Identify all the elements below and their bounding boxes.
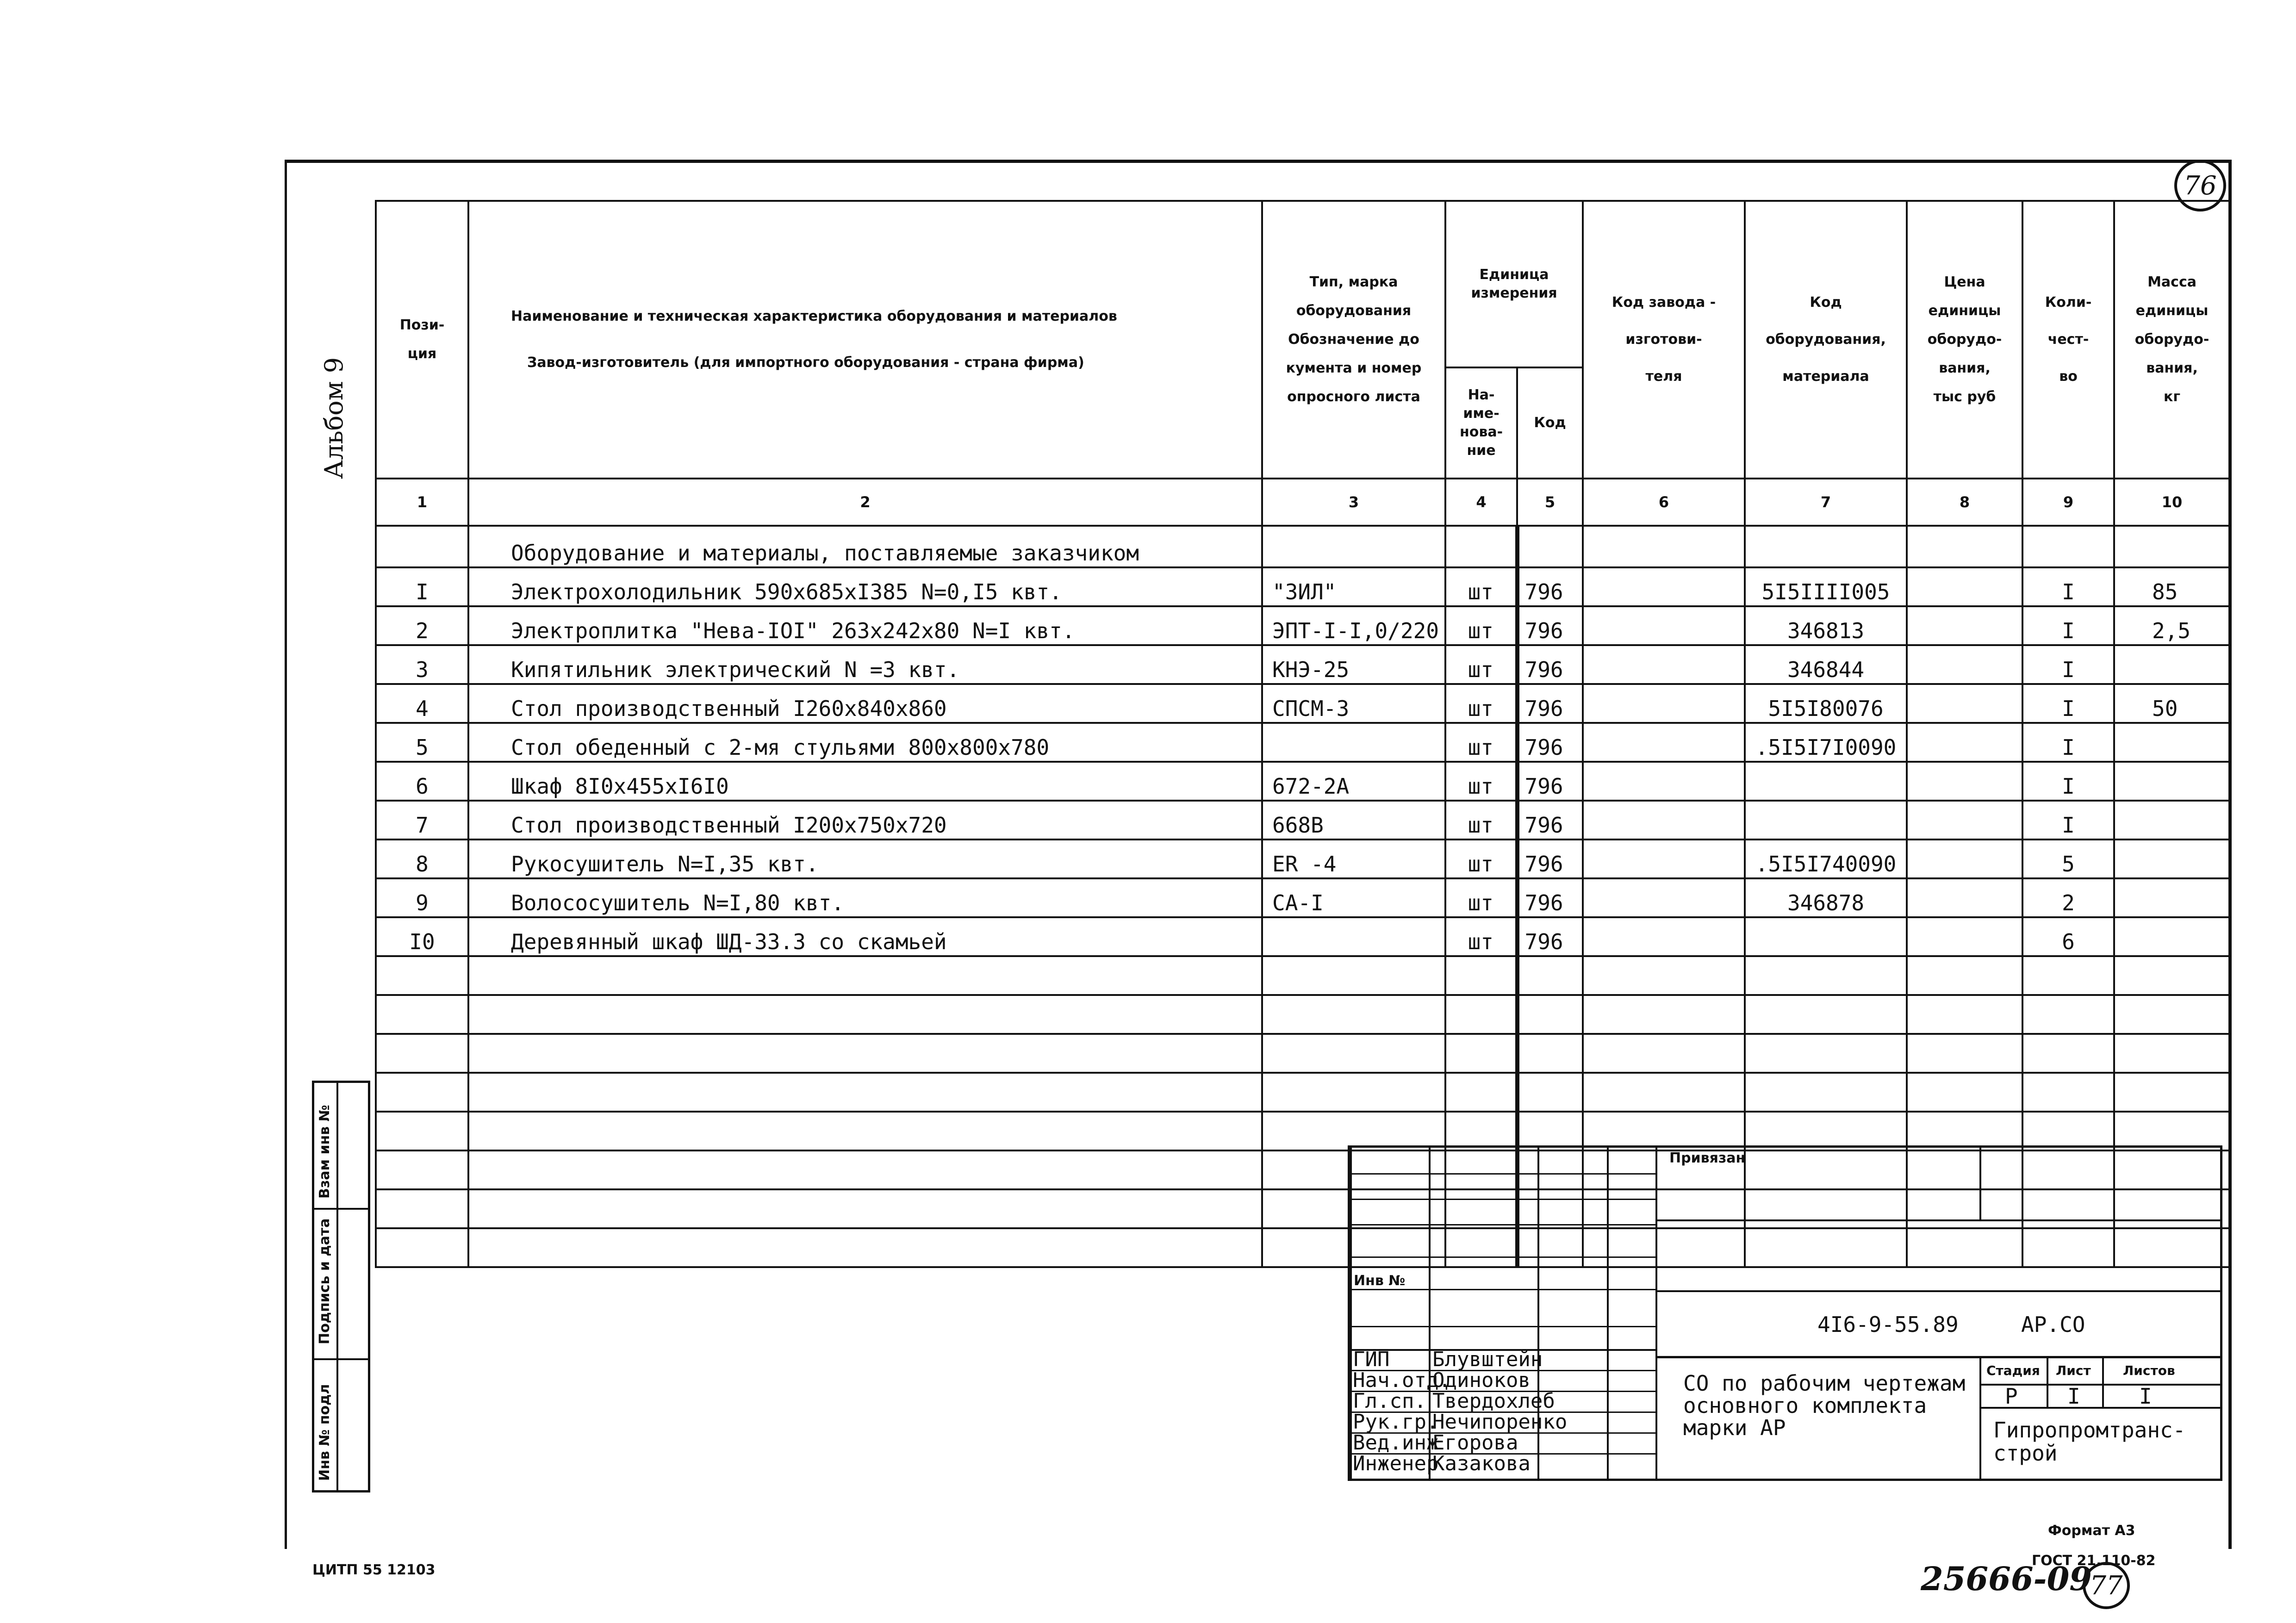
cell-empty xyxy=(1745,1112,1907,1150)
cell-empty xyxy=(1583,606,1745,645)
table-row xyxy=(376,762,2230,801)
cell-code: 796 xyxy=(1517,878,1583,917)
cell-empty xyxy=(1583,762,1745,801)
blank-row xyxy=(376,995,2230,1034)
cell-empty xyxy=(1445,1112,1517,1150)
cell-unit: шт xyxy=(1445,567,1517,606)
section-row xyxy=(376,526,2230,567)
cell-qty: I xyxy=(2022,801,2114,839)
section-title: Оборудование и материалы, поставляемые заказчиком xyxy=(468,526,1262,567)
cell-equip xyxy=(1745,801,1907,839)
role-person: Блувштейн xyxy=(1432,1348,1543,1371)
cell-empty xyxy=(1907,645,2022,684)
role-label: Инженер xyxy=(1353,1452,1439,1475)
cell-empty xyxy=(1745,1034,1907,1073)
cell-empty xyxy=(1445,956,1517,995)
role-label: Гл.сп. xyxy=(1353,1389,1426,1413)
cell-equip: .5I5I7I0090 xyxy=(1745,723,1907,762)
blank-row xyxy=(376,956,2230,995)
cell-code: 796 xyxy=(1517,839,1583,878)
cell-qty: 6 xyxy=(2022,917,2114,956)
cell-code: 796 xyxy=(1517,645,1583,684)
role-label: Вед.инж xyxy=(1353,1431,1439,1455)
header-price: Цена единицы оборудо- вания, тыс руб xyxy=(1907,201,2022,479)
cell-code: 796 xyxy=(1517,684,1583,723)
cell-unit: шт xyxy=(1445,762,1517,801)
cell-empty xyxy=(1583,684,1745,723)
cell-empty xyxy=(1907,995,2022,1034)
cell-qty: I xyxy=(2022,567,2114,606)
cell-type xyxy=(1262,917,1445,956)
cell-empty xyxy=(1583,839,1745,878)
column-numbers-row xyxy=(376,479,2230,526)
cell-empty xyxy=(1907,723,2022,762)
cell-pos: 6 xyxy=(376,762,468,801)
cell-empty xyxy=(468,1073,1262,1112)
cell-pos: 8 xyxy=(376,839,468,878)
cell-qty: 5 xyxy=(2022,839,2114,878)
sheet-number-bottom: 77 xyxy=(2083,1562,2130,1609)
cell-empty xyxy=(1583,1034,1745,1073)
cell-empty xyxy=(1907,606,2022,645)
side-strip-label: Инв № подл xyxy=(317,1384,333,1481)
header-pos: Пози- ция xyxy=(376,201,468,479)
cell-empty xyxy=(1907,1034,2022,1073)
cell-name: Стол производственный I200х750х720 xyxy=(468,801,1262,839)
cell-pos: 5 xyxy=(376,723,468,762)
cell-code: 796 xyxy=(1517,917,1583,956)
cell-empty xyxy=(376,1112,468,1150)
cell-empty xyxy=(376,956,468,995)
table-row xyxy=(376,684,2230,723)
cell-empty xyxy=(2022,1112,2114,1150)
col-number: 4 xyxy=(1445,479,1517,526)
cell-type: 672-2А xyxy=(1262,762,1445,801)
cell-type: ЕR -4 xyxy=(1262,839,1445,878)
cell-empty xyxy=(1907,762,2022,801)
table-row xyxy=(376,839,2230,878)
cell-empty xyxy=(1907,878,2022,917)
cell-empty xyxy=(2022,1073,2114,1112)
cell-pos: 3 xyxy=(376,645,468,684)
cell-qty: I xyxy=(2022,684,2114,723)
cell-empty xyxy=(376,1228,468,1267)
cell-empty xyxy=(468,1112,1262,1150)
cell-name: Рукосушитель N=I,35 квт. xyxy=(468,839,1262,878)
col-number: 10 xyxy=(2114,479,2230,526)
document-description: СО по рабочим чертежам основного комплекта марки АР xyxy=(1683,1371,1966,1440)
cell-empty xyxy=(1517,956,1583,995)
cell-pos: I0 xyxy=(376,917,468,956)
cell-qty: 2 xyxy=(2022,878,2114,917)
cell-empty xyxy=(2022,956,2114,995)
table-row xyxy=(376,723,2230,762)
cell-pos: 9 xyxy=(376,878,468,917)
cell-empty xyxy=(1445,995,1517,1034)
header-equip-code: Код оборудования, материала xyxy=(1745,201,1907,479)
col-number: 7 xyxy=(1745,479,1907,526)
sheet-value: I xyxy=(2067,1384,2080,1409)
cell-empty xyxy=(1517,995,1583,1034)
cell-empty xyxy=(376,1189,468,1228)
cell-empty xyxy=(1745,956,1907,995)
cell-qty: I xyxy=(2022,762,2114,801)
cell-empty xyxy=(1583,1073,1745,1112)
cell-unit: шт xyxy=(1445,723,1517,762)
cell-type: КНЭ-25 xyxy=(1262,645,1445,684)
cell-empty xyxy=(1517,1034,1583,1073)
cell-type: "ЗИЛ" xyxy=(1262,567,1445,606)
album-label: Альбом 9 xyxy=(319,357,348,479)
role-label: ГИП xyxy=(1353,1348,1390,1371)
role-person: Одиноков xyxy=(1432,1368,1531,1392)
cell-code: 796 xyxy=(1517,606,1583,645)
cell-empty xyxy=(1583,1112,1745,1150)
header-name: Наименование и техническая характеристика оборудования и материалов Завод-изготовитель (для импортного оборудования - страна фирма) xyxy=(468,201,1262,479)
cell-mass xyxy=(2114,878,2230,917)
col-number: 1 xyxy=(376,479,468,526)
header-type: Тип, марка оборудования Обозначение до кумента и номер опросного листа xyxy=(1262,201,1445,479)
col-number: 6 xyxy=(1583,479,1745,526)
cell-empty xyxy=(468,1189,1262,1228)
col-number: 5 xyxy=(1517,479,1583,526)
cell-name: Волососушитель N=I,80 квт. xyxy=(468,878,1262,917)
cell-empty xyxy=(1907,839,2022,878)
cell-equip xyxy=(1745,762,1907,801)
cell-equip: 5I5I80076 xyxy=(1745,684,1907,723)
cell-empty xyxy=(1517,1112,1583,1150)
header-unit-name: На- име- нова- ние xyxy=(1445,367,1517,479)
header-factory: Код завода - изготови- теля xyxy=(1583,201,1745,479)
cell-empty xyxy=(1262,956,1445,995)
table-row xyxy=(376,917,2230,956)
cell-empty xyxy=(1262,1073,1445,1112)
cell-empty xyxy=(1907,801,2022,839)
header-mass: Масса единицы оборудо- вания, кг xyxy=(2114,201,2230,479)
blank-row xyxy=(376,1073,2230,1112)
title-block xyxy=(1348,1145,2222,1481)
gost-label: ГОСТ 21.110-82 xyxy=(2032,1553,2156,1569)
cell-mass xyxy=(2114,801,2230,839)
role-person: Нечипоренко xyxy=(1432,1410,1568,1434)
col-number: 3 xyxy=(1262,479,1445,526)
sheets-label: Листов xyxy=(2123,1363,2175,1378)
cell-name: Электроплитка "Нева-IOI" 263х242х80 N=I квт. xyxy=(468,606,1262,645)
cell-name: Кипятильник электрический N =3 квт. xyxy=(468,645,1262,684)
cell-equip: .5I5I740090 xyxy=(1745,839,1907,878)
archive-number: 25666-09 xyxy=(1921,1560,2092,1598)
cell-name: Электрохолодильник 590х685хI385 N=0,I5 квт. xyxy=(468,567,1262,606)
cell-empty xyxy=(2114,1034,2230,1073)
cell-code: 796 xyxy=(1517,801,1583,839)
sheet-label: Лист xyxy=(2056,1363,2091,1378)
cell-unit: шт xyxy=(1445,645,1517,684)
cell-qty: I xyxy=(2022,645,2114,684)
cell-empty xyxy=(468,995,1262,1034)
cell-code: 796 xyxy=(1517,723,1583,762)
col-number: 2 xyxy=(468,479,1262,526)
table-row xyxy=(376,878,2230,917)
cell-equip: 346878 xyxy=(1745,878,1907,917)
side-strip-label: Подпись и дата xyxy=(317,1218,333,1344)
cell-pos: 7 xyxy=(376,801,468,839)
cell-mass xyxy=(2114,839,2230,878)
table-row xyxy=(376,606,2230,645)
cell-unit: шт xyxy=(1445,839,1517,878)
specification-table xyxy=(375,200,2231,1268)
cell-name: Стол обеденный с 2-мя стульями 800х800х780 xyxy=(468,723,1262,762)
table-header xyxy=(376,201,2230,367)
role-person: Егорова xyxy=(1432,1431,1518,1455)
cell-empty xyxy=(1583,567,1745,606)
document-mark: АР.СО xyxy=(2021,1312,2085,1337)
side-strip-label: Взам инв № xyxy=(317,1105,333,1199)
cell-type: СА-I xyxy=(1262,878,1445,917)
cell-empty xyxy=(2114,956,2230,995)
document-code: 4I6-9-55.89 xyxy=(1817,1312,1959,1337)
cell-equip xyxy=(1745,917,1907,956)
sheets-value: I xyxy=(2139,1384,2152,1409)
cell-empty xyxy=(1583,956,1745,995)
cell-empty xyxy=(1583,917,1745,956)
stamp-left: ЦИТП 55 12103 xyxy=(312,1562,436,1578)
cell-unit: шт xyxy=(1445,606,1517,645)
cell-type: 668В xyxy=(1262,801,1445,839)
cell-code: 796 xyxy=(1517,567,1583,606)
cell-empty xyxy=(1907,917,2022,956)
col-number: 9 xyxy=(2022,479,2114,526)
cell-empty xyxy=(376,1034,468,1073)
table-row xyxy=(376,801,2230,839)
role-person: Твердохлеб xyxy=(1432,1389,1555,1413)
cell-empty xyxy=(468,1228,1262,1267)
cell-mass xyxy=(2114,645,2230,684)
cell-mass xyxy=(2114,917,2230,956)
cell-empty xyxy=(2022,995,2114,1034)
cell-empty xyxy=(1907,1112,2022,1150)
cell-empty xyxy=(376,1073,468,1112)
cell-pos: 4 xyxy=(376,684,468,723)
cell-empty xyxy=(1262,1034,1445,1073)
table-row xyxy=(376,645,2230,684)
cell-unit: шт xyxy=(1445,801,1517,839)
role-label: Нач.отд. xyxy=(1353,1368,1451,1392)
cell-type xyxy=(1262,723,1445,762)
cell-empty xyxy=(376,1150,468,1189)
header-unit: Единица измерения xyxy=(1445,201,1583,367)
cell-equip: 5I5IIII005 xyxy=(1745,567,1907,606)
cell-equip: 346813 xyxy=(1745,606,1907,645)
cell-empty xyxy=(1583,801,1745,839)
cell-type: ЭПТ-I-I,0/220 xyxy=(1262,606,1445,645)
cell-empty xyxy=(1907,1073,2022,1112)
cell-empty xyxy=(1445,1034,1517,1073)
cell-equip: 346844 xyxy=(1745,645,1907,684)
cell-empty xyxy=(1583,878,1745,917)
cell-empty xyxy=(468,1034,1262,1073)
cell-mass xyxy=(2114,762,2230,801)
cell-pos: 2 xyxy=(376,606,468,645)
format-label: Формат А3 xyxy=(2048,1523,2135,1539)
cell-mass: 50 xyxy=(2114,684,2230,723)
role-label: Рук.гр. xyxy=(1353,1410,1439,1434)
cell-empty xyxy=(1583,995,1745,1034)
cell-qty: I xyxy=(2022,606,2114,645)
inv-no-label: Инв № xyxy=(1354,1273,1406,1289)
header-unit-code: Код xyxy=(1517,367,1583,479)
cell-code: 796 xyxy=(1517,762,1583,801)
cell-empty xyxy=(468,1150,1262,1189)
privyazan-label: Привязан xyxy=(1669,1150,1746,1166)
cell-name: Шкаф 8I0х455хI6I0 xyxy=(468,762,1262,801)
cell-empty xyxy=(1907,956,2022,995)
stage-value: Р xyxy=(2005,1384,2018,1409)
cell-empty xyxy=(1262,995,1445,1034)
table-row xyxy=(376,567,2230,606)
cell-empty xyxy=(1262,1112,1445,1150)
sheet-number-top: 76 xyxy=(2174,160,2226,211)
cell-empty xyxy=(2114,995,2230,1034)
cell-mass xyxy=(2114,723,2230,762)
cell-empty xyxy=(2022,1034,2114,1073)
cell-type: СПСМ-3 xyxy=(1262,684,1445,723)
header-qty: Коли- чест- во xyxy=(2022,201,2114,479)
cell-name: Стол производственный I260х840х860 xyxy=(468,684,1262,723)
cell-empty xyxy=(376,995,468,1034)
cell-mass: 2,5 xyxy=(2114,606,2230,645)
col-number: 8 xyxy=(1907,479,2022,526)
cell-qty: I xyxy=(2022,723,2114,762)
cell-unit: шт xyxy=(1445,684,1517,723)
cell-pos: I xyxy=(376,567,468,606)
cell-empty xyxy=(1583,645,1745,684)
cell-empty xyxy=(1445,1073,1517,1112)
blank-row xyxy=(376,1034,2230,1073)
cell-empty xyxy=(1907,684,2022,723)
cell-mass: 85 xyxy=(2114,567,2230,606)
organization: Гипропромтранс- строй xyxy=(1993,1418,2186,1466)
stage-label: Стадия xyxy=(1986,1363,2040,1378)
cell-empty xyxy=(1907,567,2022,606)
cell-name: Деревянный шкаф ШД-33.3 со скамьей xyxy=(468,917,1262,956)
blank-row xyxy=(376,1112,2230,1150)
cell-empty xyxy=(1745,1073,1907,1112)
cell-empty xyxy=(1583,723,1745,762)
cell-unit: шт xyxy=(1445,878,1517,917)
cell-empty xyxy=(2114,1112,2230,1150)
cell-empty xyxy=(1745,995,1907,1034)
cell-empty xyxy=(468,956,1262,995)
cell-empty xyxy=(1517,1073,1583,1112)
role-person: Казакова xyxy=(1432,1452,1531,1475)
cell-empty xyxy=(2114,1073,2230,1112)
cell-unit: шт xyxy=(1445,917,1517,956)
